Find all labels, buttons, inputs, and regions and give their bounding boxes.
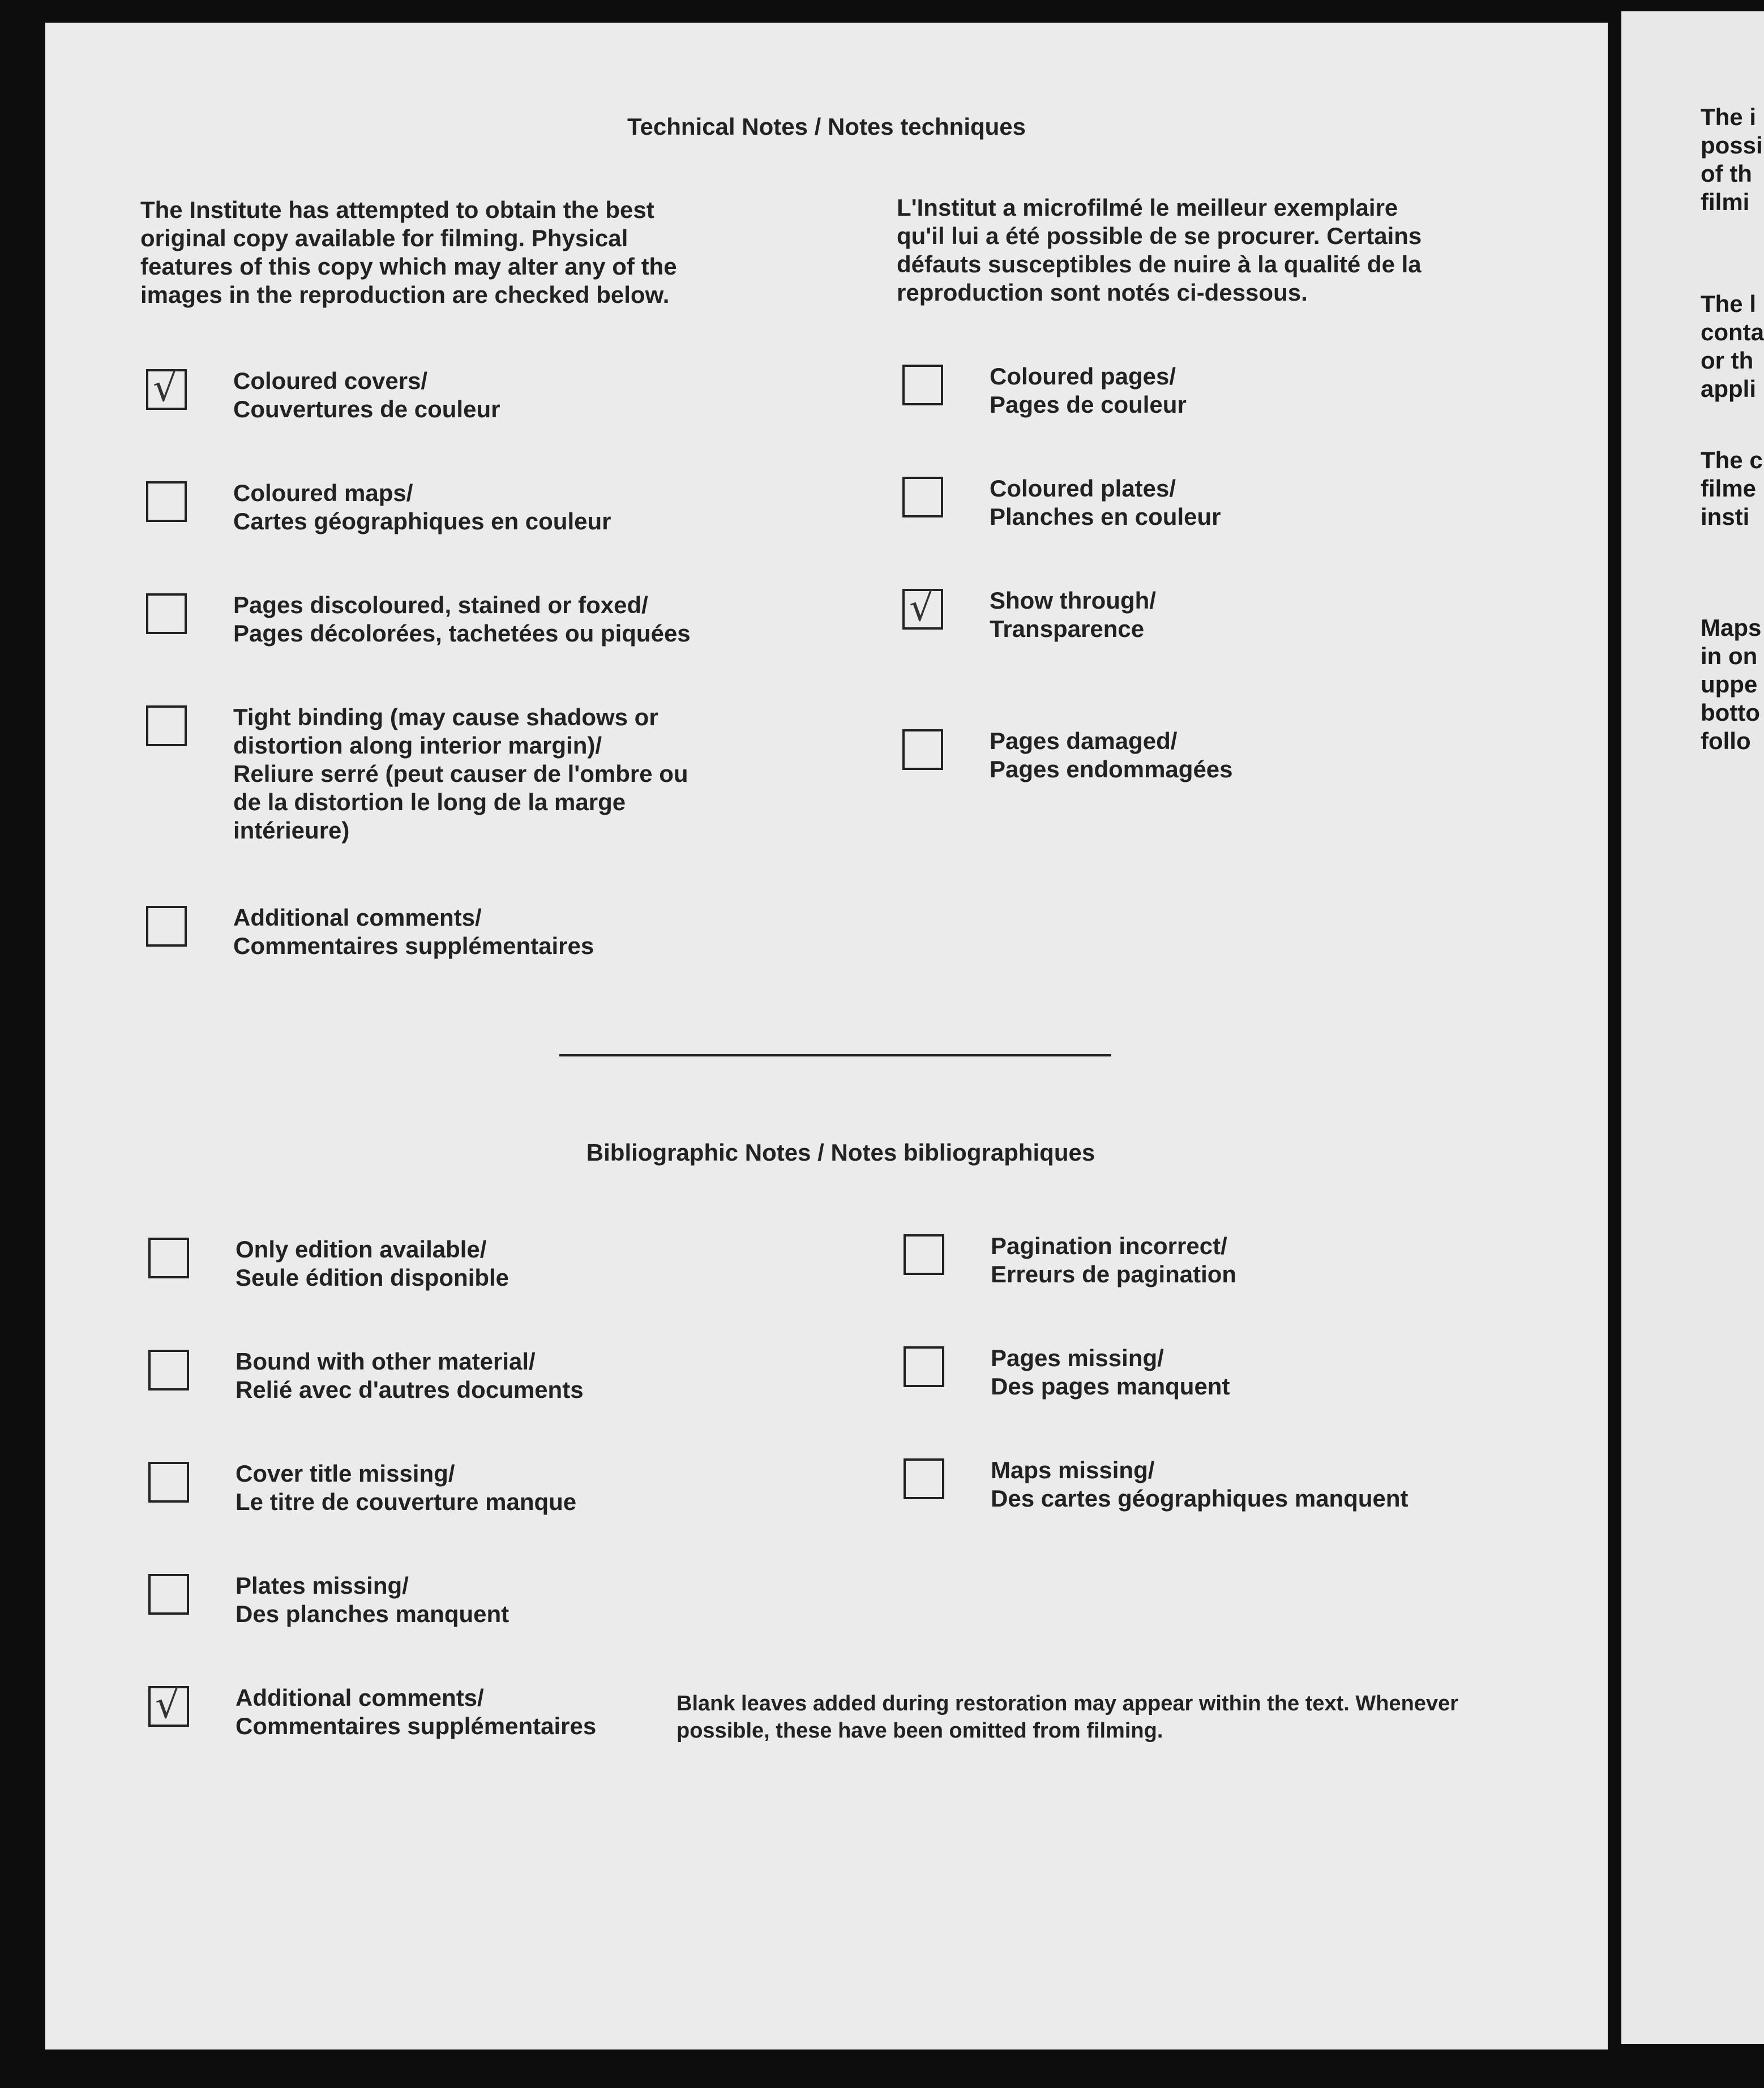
item-label: Additional comments/ Commentaires supplémentaires: [236, 1684, 597, 1739]
item-label: Coloured pages/ Pages de couleur: [990, 363, 1187, 418]
checkbox[interactable]: [904, 1458, 944, 1499]
only-edition-item: [148, 1235, 509, 1292]
section-divider: [559, 1054, 1111, 1056]
pagination-incorrect-item: [904, 1232, 1236, 1289]
check-mark-icon: √: [153, 366, 178, 410]
item-label: Pagination incorrect/ Erreurs de pagination: [991, 1233, 1237, 1287]
checkbox[interactable]: [902, 365, 943, 405]
fragment-block: The l conta or th appli: [1701, 290, 1764, 402]
check-mark-icon: √: [909, 585, 934, 630]
show-through-item: [902, 587, 1156, 643]
checkbox[interactable]: [902, 477, 943, 517]
pages-discoloured-item: [146, 591, 691, 648]
checkbox[interactable]: [146, 366, 187, 410]
checkbox[interactable]: [146, 481, 187, 522]
plates-missing-item: [148, 1572, 509, 1628]
checkbox[interactable]: [146, 593, 187, 634]
item-label: Coloured covers/ Couvertures de couleur: [233, 367, 500, 422]
fragment-block: The i possi of th filmi: [1701, 104, 1763, 215]
check-mark-icon: √: [155, 1683, 180, 1727]
item-label: Pages discoloured, stained or foxed/ Pages décolorées, tachetées ou piquées: [233, 592, 691, 647]
checkbox[interactable]: [148, 1574, 189, 1615]
bibliographic-notes-heading: Bibliographic Notes / Notes bibliographiques: [586, 1139, 1095, 1166]
item-label: Bound with other material/ Relié avec d'autres documents: [236, 1348, 584, 1403]
bound-with-item: [148, 1347, 584, 1404]
checkbox[interactable]: [146, 906, 187, 947]
fragment-block: Maps in on uppe botto follo: [1701, 614, 1762, 754]
coloured-plates-item: [902, 474, 1221, 531]
technical-notes-heading: Technical Notes / Notes techniques: [627, 113, 1026, 140]
checkbox[interactable]: [902, 729, 943, 770]
checkbox[interactable]: [904, 1346, 944, 1387]
checkbox[interactable]: [148, 1462, 189, 1503]
checkbox[interactable]: [148, 1683, 189, 1727]
checkbox[interactable]: [148, 1350, 189, 1390]
item-label: Coloured maps/ Cartes géographiques en couleur: [233, 480, 611, 534]
coloured-pages-item: [902, 362, 1187, 419]
item-label: Plates missing/ Des planches manquent: [236, 1572, 509, 1627]
pages-missing-item: [904, 1344, 1230, 1401]
additional-comments-bibliographic-item: [148, 1684, 596, 1740]
additional-comments-note: Blank leaves added during restoration may appear within the text. Whenever possible, these have been omitted from filming.: [677, 1692, 1459, 1743]
checkbox[interactable]: [904, 1234, 944, 1275]
checkbox[interactable]: [902, 585, 943, 630]
item-label: Pages missing/ Des pages manquent: [991, 1345, 1230, 1400]
intro-english: The Institute has attempted to obtain the best original copy available for filming. Physical features of this copy which may alter any of the images in the reproduction are checked below.: [140, 196, 677, 308]
checkbox[interactable]: [148, 1238, 189, 1278]
item-label: Cover title missing/ Le titre de couverture manque: [236, 1460, 577, 1515]
item-label: Show through/ Transparence: [990, 587, 1156, 642]
item-label: Maps missing/ Des cartes géographiques manquent: [991, 1457, 1408, 1512]
checkbox[interactable]: [146, 705, 187, 746]
item-label: Only edition available/ Seule édition disponible: [236, 1236, 509, 1291]
technical-notes-page: [45, 23, 1608, 2050]
cover-title-missing-item: [148, 1460, 576, 1516]
additional-comments-technical-item: [146, 904, 594, 960]
coloured-covers-item: [146, 367, 500, 423]
adjacent-page-fragment: [1621, 11, 1764, 2044]
item-label: Coloured plates/ Planches en couleur: [990, 475, 1221, 530]
maps-missing-item: [904, 1456, 1408, 1513]
item-label: Tight binding (may cause shadows or distortion along interior margin)/ Reliure serré (peut causer de l'ombre ou de la distortion le long de la marge intérieure): [233, 704, 688, 844]
intro-french: L'Institut a microfilmé le meilleur exemplaire qu'il lui a été possible de se procurer. Certains défauts susceptibles de nuire à la qualité de la reproduction sont notés ci-dessous.: [897, 194, 1422, 306]
item-label: Pages damaged/ Pages endommagées: [990, 728, 1233, 782]
coloured-maps-item: [146, 479, 611, 536]
tight-binding-item: [146, 703, 688, 845]
pages-damaged-item: [902, 727, 1233, 784]
fragment-block: The c filme insti: [1701, 447, 1763, 530]
item-label: Additional comments/ Commentaires supplémentaires: [233, 904, 594, 959]
